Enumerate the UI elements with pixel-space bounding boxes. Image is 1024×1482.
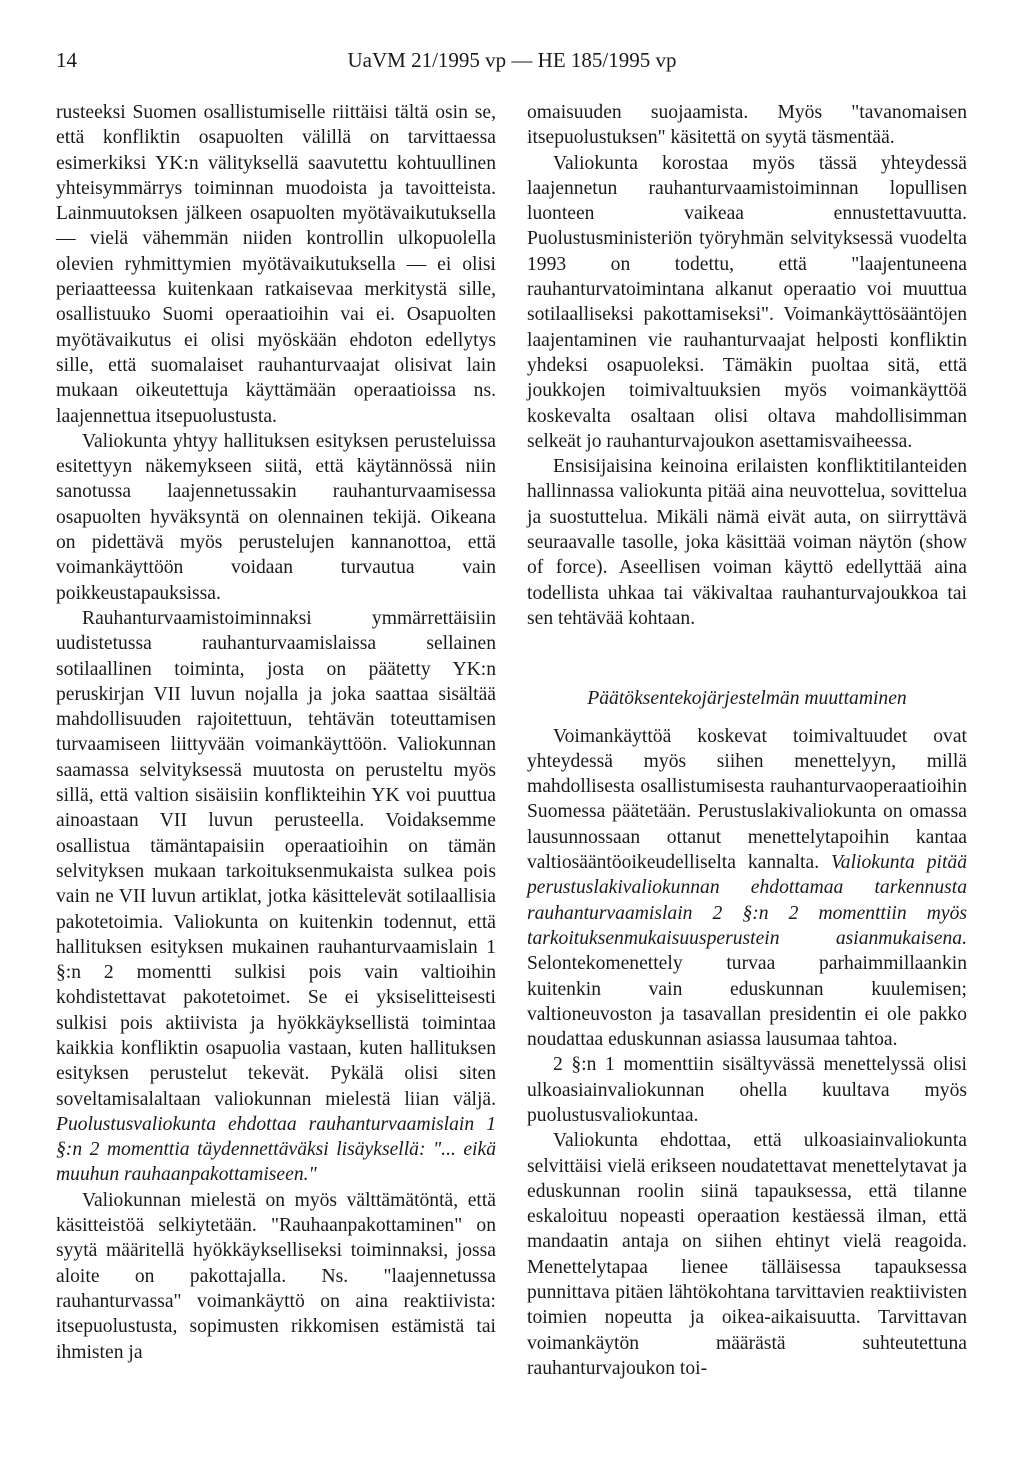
- left-paragraph-3: [56, 606, 496, 1188]
- right-paragraph-5: 2 §:n 1 momenttiin sisältyvässä menettelyssä olisi ulkoasiainvaliokunnan ohella kuultava myös puolustusvaliokuntaa.: [527, 1054, 967, 1126]
- right-column: [527, 100, 967, 1381]
- page-number: 14: [56, 48, 77, 72]
- right-paragraph-3: Ensisijaisina keinoina erilaisten konfliktitilanteiden hallinnassa valiokunta pitää aina neuvottelua, sovittelua ja suostuttelua. Mikäli nämä eivät auta, on siirryttävä seuraavalle tasolle, joka käsittää voiman näytön (show of force). Aseellisen voiman käyttö edellyttää aina todellista uhkaa tai väkivaltaa rauhanturvajoukkoa tai sen tehtävää kohtaan.: [527, 456, 967, 629]
- running-title: UaVM 21/1995 vp — HE 185/1995 vp: [347, 48, 677, 72]
- left-paragraph-1: rusteeksi Suomen osallistumiselle riittäisi tältä osin se, että konfliktin osapuolten välillä on tarvittaessa esimerkiksi YK:n välityksellä saavutettu kohtuullinen yhteisymmärrys toiminnan muodoista ja tavoitteista. Lainmuutoksen jälkeen osapuolten myötävaikutuksella — vielä vähemmän niiden kontrollin ulkopuolella olevien ryhmittymien myötävaikutuksella — ei olisi periaatteessa kuitenkaan ratkaisevaa merkitystä sille, osallistuuko Suomi operaatioihin vai ei. Osapuolten myötävaikutus ei olisi myöskään ehdoton edellytys sille, että suomalaiset rauhanturvaajat olisivat lain mukaan oikeutettuja käyttämään operaatioissa ns. laajennettua itsepuolustusta.: [56, 102, 496, 427]
- right-paragraph-2: Valiokunta korostaa myös tässä yhteydessä laajennetun rauhanturvaamistoiminnan lopullisen luonteen vaikeaa ennustettavuutta. Puolustusministeriön työryhmän selvityksessä vuodelta 1993 on todettu, että "laajentuneena rauhanturvatoimintana alkanut operaatio voi muuttua sotilaalliseksi pakottamiseksi". Voimankäyttösääntöjen laajentaminen vie rauhanturvaajat helposti konfliktin yhdeksi osapuoleksi. Tämäkin puoltaa sitä, että joukkojen toimivaltuuksien myös voimankäyttöä koskevalta osaltaan olisi oltava mahdollisimman selkeät jo rauhanturvajoukon asettamisvaiheessa.: [527, 152, 967, 452]
- left-paragraph-4: Valiokunnan mielestä on myös välttämätöntä, että käsitteistöä selkiytetään. "Rauhaanpakottaminen" on syytä määritellä hyökkäykselliseksi toiminnaksi, jossa aloite on pakottajalla. Ns. "laajennetussa rauhanturvassa" voimankäyttö on aina reaktiivista: itsepuolustusta, sopimusten rikkomisen estämistä tai ihmisten ja: [56, 1189, 496, 1363]
- right-paragraph-4-text: Voimankäyttöä koskevat toimivaltuudet ovat yhteydessä myös siihen menettelyyn, millä mahdollisesta osallistumisesta rauhanturvaoperaatioihin Suomessa päätetään. Perustuslakivaliokunta on omassa lausunnossaan ottanut menettelytapoihin kantaa valtiosääntöoikeudelliselta kannalta.: [527, 725, 967, 874]
- right-paragraph-6: Valiokunta ehdottaa, että ulkoasiainvaliokunta selvittäisi vielä erikseen noudatettavat menettelytavat ja eduskunnan roolin siinä tapauksessa, että tilanne eskaloituu nopeasti operaation kestäessä ilman, että mandaatin antaja on siihen ehtinyt vielä reagoida. Menettelytapaa lienee tälläisessa tapauksessa punnittava pitäen lähtökohtana tarvittavien reaktiivisten toimien nopeutta ja oikea-aikaisuutta. Tarvittavan voimankäytön määrästä suhteutettuna rauhanturvajoukon toi-: [527, 1130, 967, 1379]
- page-header: [0, 42, 1024, 82]
- section-heading: Päätöksentekojärjestelmän muuttaminen: [587, 688, 907, 710]
- right-paragraph-4-tail: Selontekomenettely turvaa parhaimmillaankin kuitenkin vain eduskunnan kuulemisen; valtioneuvoston ja tasavallan presidentin ei ole pakko noudattaa eduskunnan asiassa lausumaa tahtoa.: [527, 953, 967, 1051]
- left-paragraph-3-text: Rauhanturvaamistoiminnaksi ymmärrettäisiin uudistetussa rauhanturvaamislaissa sellainen sotilaallinen toiminta, josta on päätetty YK:n peruskirjan VII luvun nojalla ja joka saattaa sisältää mahdollisuuden rajoitettuun, tehtävän toteuttamisen turvaamiseen liittyvään voimankäyttöön. Valiokunnan saamassa selvityksessä muutosta on perusteltu myös sillä, että valtion sisäisiin konflikteihin YK voi puuttua ainoastaan VII luvun perusteella. Voidaksemme osallistua tämäntapaisiin operaatioihin on tämän selvityksen mukaan tarkoituksenmukaista sulkea pois vain ne VII luvun artiklat, jotka käsittelevät sotilaallisia pakotetoimia. Valiokunta on kuitenkin todennut, että hallituksen esityksen mukainen rauhanturvaamislain 1 §:n 2 momentti sulkisi pois vain valtioihin kohdistettavat pakotetoimet. Se ei yksiselitteisesti sulkisi pois aktiivista ja hyökkäyksellistä toimintaa kaikkia konfliktin osapuolia vastaan, kuten hallituksen esityksen perustelut tekevät. Pykälä olisi siten soveltamisalaltaan valiokunnan mielestä liian väljä.: [56, 607, 496, 1110]
- right-paragraph-4-proposal: Valiokunta pitää perustuslakivaliokunnan ehdottamaa tarkennusta rauhanturvaamislain 2 §:n 2 momenttiin myös tarkoituksenmukaisuusperustein asianmukaisena.: [527, 852, 967, 949]
- left-paragraph-3-proposal: Puolustusvaliokunta ehdottaa rauhanturvaamislain 1 §:n 2 momenttia täydennettäväksi lisäyksellä: "... eikä muuhun rauhaanpakottamiseen.": [56, 1113, 496, 1186]
- right-paragraph-4: [527, 724, 967, 1053]
- left-column: [56, 100, 496, 1365]
- right-paragraph-1: omaisuuden suojaamista. Myös "tavanomaisen itsepuolustuksen" käsitettä on syytä täsmentää.: [527, 102, 967, 149]
- left-paragraph-2: Valiokunta yhtyy hallituksen esityksen perusteluissa esitettyyn näkemykseen siitä, että käytännössä niin sanotussa laajennetussakin rauhanturvaamisessa osapuolten hyväksyntä on olennainen tekijä. Oikeana on pidettävä myös perustelujen kannanottoa, että voimankäyttöön voidaan turvautua vain poikkeustapauksissa.: [56, 430, 496, 604]
